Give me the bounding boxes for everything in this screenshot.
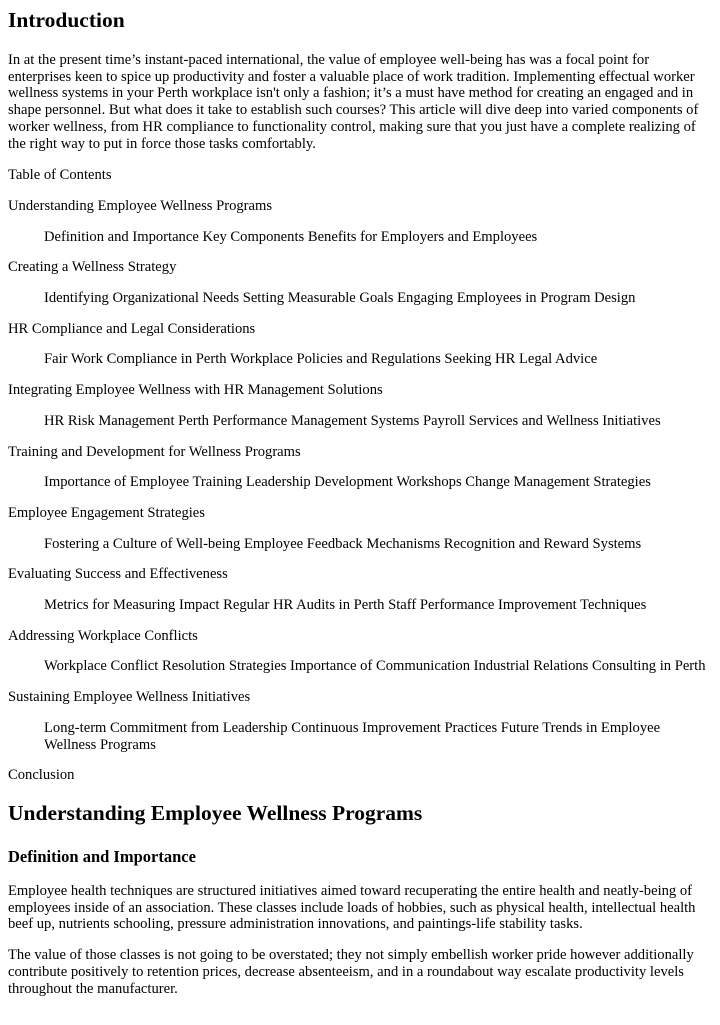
toc-title: Table of Contents bbox=[8, 167, 112, 184]
toc-subsections: Long-term Commitment from Leadership Continuous Improvement Practices Future Trends in Employee Wellness Programs bbox=[44, 719, 661, 753]
body-paragraph: Employee health techniques are structured initiatives aimed toward recuperating the entire health and neatly-being of employees inside of an association. These classes include loads of hobbies, such as physical health, intellectual health beef up, nutrients schooling, pressure administration innovations, and paintings-life stability tasks. bbox=[8, 882, 696, 933]
toc-conclusion: Conclusion bbox=[8, 767, 75, 784]
toc-section-title: Integrating Employee Wellness with HR Management Solutions bbox=[8, 382, 383, 399]
toc-section-title: Training and Development for Wellness Programs bbox=[8, 443, 301, 460]
body-paragraph: The value of those classes is not going to be overstated; they not simply embellish worker pride however additionally contribute positively to retention prices, decrease absenteeism, and in a roundabout way escalate productivity levels throughout the manufacturer. bbox=[8, 947, 694, 997]
toc-section-title: Sustaining Employee Wellness Initiatives bbox=[8, 689, 251, 706]
toc-section-title: Creating a Wellness Strategy bbox=[8, 259, 177, 276]
toc-section-title: Understanding Employee Wellness Programs bbox=[8, 197, 273, 214]
intro-heading: Introduction bbox=[8, 8, 125, 32]
section-heading: Understanding Employee Wellness Programs bbox=[8, 800, 423, 825]
toc-section-title: HR Compliance and Legal Considerations bbox=[8, 320, 256, 337]
toc-section-title: Employee Engagement Strategies bbox=[8, 504, 205, 521]
toc-subsections: Importance of Employee Training Leadership Development Workshops Change Management Strategies bbox=[44, 474, 651, 491]
subsection-heading: Definition and Importance bbox=[8, 846, 196, 866]
toc-section-title: Addressing Workplace Conflicts bbox=[8, 627, 198, 644]
toc-subsections: Fostering a Culture of Well-being Employee Feedback Mechanisms Recognition and Reward Systems bbox=[44, 535, 642, 552]
toc-subsections: Workplace Conflict Resolution Strategies Importance of Communication Industrial Relations Consulting in Perth bbox=[44, 658, 706, 675]
toc-subsections: Identifying Organizational Needs Setting Measurable Goals Engaging Employees in Program Design bbox=[44, 290, 636, 307]
article bbox=[0, 8, 720, 997]
intro-paragraph: In at the present time’s instant-paced international, the value of employee well-being has was a focal point for enterprises keen to spice up productivity and foster a valuable place of work tradition. Implementing effectual worker wellness systems in your Perth workplace isn't only a fashion; it’s a must have method for creating an engaged and in shape personnel. But what does it take to establish such courses? This article will dive deep into varied components of worker wellness, from HR compliance to functionality control, making sure that you just have a complete realizing of the right way to put in force those tasks comfortably. bbox=[8, 52, 699, 152]
toc-subsections: Metrics for Measuring Impact Regular HR Audits in Perth Staff Performance Improvement Techniques bbox=[44, 597, 647, 614]
toc-subsections: Fair Work Compliance in Perth Workplace Policies and Regulations Seeking HR Legal Advice bbox=[44, 351, 598, 368]
toc-section-title: Evaluating Success and Effectiveness bbox=[8, 566, 228, 583]
toc-subsections: Definition and Importance Key Components Benefits for Employers and Employees bbox=[44, 228, 538, 245]
toc-subsections: HR Risk Management Perth Performance Management Systems Payroll Services and Wellness Initiatives bbox=[44, 412, 661, 429]
